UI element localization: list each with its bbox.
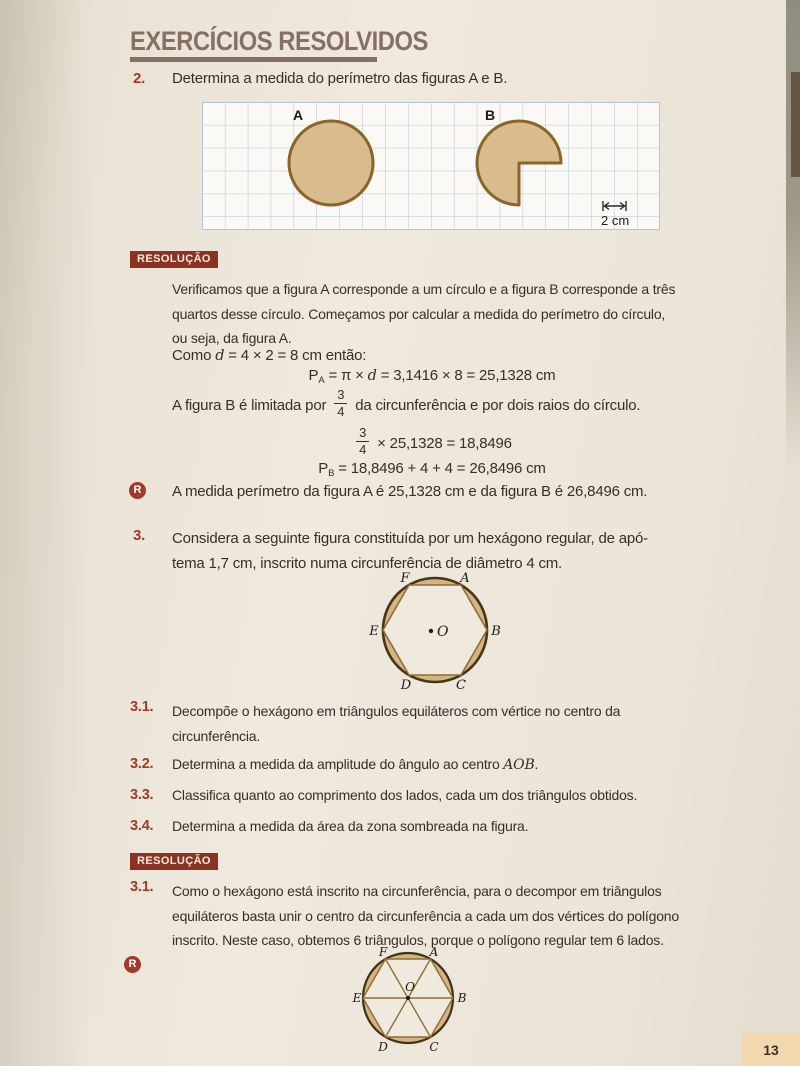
equation-perimeter-b [172,460,692,477]
question31-number: 3.1. [130,699,154,715]
center-dot [429,629,433,633]
variable-d: d [215,348,225,364]
question-line: Decompõe o hexágono em triângulos equiláteros com vértice no centro da [172,703,621,719]
question33-number: 3.3. [130,787,154,803]
fraction-denominator: 4 [337,404,345,420]
subscript-b: B [328,468,335,479]
answer-badge: R [129,482,146,499]
question34-text: Determina a medida da área da zona sombreada na figura. [172,818,529,834]
center-o-label: O [437,624,449,640]
circle-a-label: A [292,107,304,123]
center-dot [406,996,410,1000]
paragraph-line: quartos desse círculo. Começamos por calcular a medida do perímetro do círculo, [172,305,666,322]
vertex-b-label: B [491,624,501,639]
fraction-numerator: 3 [356,426,369,442]
diameter-line-text: Como [172,347,216,364]
section-title-underline [130,57,377,62]
circle-b-label: B [484,107,496,123]
vertex-a-label: A [460,571,470,586]
equation-arc-length [172,425,692,460]
question33-text: Classifica quanto ao comprimento dos lados, cada um dos triângulos obtidos. [172,787,638,803]
center-o-label: O [405,980,415,994]
question-text-end: . [534,756,539,772]
diameter-line [172,347,366,364]
question31-text [172,699,620,748]
angle-aob: AOB [503,757,535,773]
vertex-e-label: E [369,624,379,639]
equation-rest: × 25,1328 = 18,8496 [373,434,512,452]
page-number: 13 [763,1042,779,1058]
page-right-edge [786,0,800,470]
exercise2-prompt: Determina a medida do perímetro das figuras A e B. [172,70,508,87]
vertex-c-label: C [456,678,466,693]
resolution-badge: RESOLUÇÃO [130,251,218,268]
vertex-d-label: D [378,1040,388,1054]
exercise3-number: 3. [133,527,146,544]
question-line: circunferência. [172,727,261,744]
vertex-e-label: E [352,991,362,1005]
paragraph-line: Como o hexágono está inscrito na circunferência, para o decompor em triângulos [172,883,662,899]
equation-rest: = 18,8496 + 4 + 4 = 26,8496 cm [334,460,546,477]
resolution2-paragraph [172,277,675,351]
fraction-three-quarters [334,388,347,420]
prompt-line: Considera a seguinte figura constituída por um hexágono regular, de apó- [172,530,648,547]
symbol-p: P [308,367,319,384]
equation-rest: = 3,1416 × 8 = 25,1328 cm [376,367,556,384]
answer31-paragraph [172,879,679,953]
question34-number: 3.4. [130,818,154,834]
symbol-p: P [318,460,329,477]
variable-d: d [367,368,377,384]
sentence-text: A figura B é limitada por [172,396,331,414]
vertex-d-label: D [400,678,412,693]
vertex-b-label: B [457,991,467,1005]
vertex-a-label: A [429,947,439,959]
fraction-denominator: 4 [359,442,367,458]
vertex-f-label: F [400,571,410,586]
scale-label: 2 cm [601,213,630,228]
diameter-line-rest: = 4 × 2 = 8 cm então: [224,347,367,364]
prompt-line: tema 1,7 cm, inscrito numa circunferência de diâmetro 4 cm. [172,554,563,572]
subscript-a: A [318,375,325,386]
paragraph-line: ou seja, da figura A. [172,330,292,346]
section-title: EXERCÍCIOS RESOLVIDOS [130,26,428,56]
paragraph-line: Verificamos que a figura A corresponde a um círculo e a figura B corresponde a três [172,281,676,297]
question32-text [172,756,538,773]
grid-lines [202,102,660,230]
question-text: Determina a medida da amplitude do ângulo ao centro [172,756,504,772]
answer31-number: 3.1. [130,879,154,895]
page-left-shadow [0,0,95,1066]
fraction-three-quarters [356,426,369,458]
resolution-badge: RESOLUÇÃO [130,853,218,870]
hexagon-triangles-figure [352,947,472,1059]
paragraph-line: equiláteros basta unir o centro da circunferência a cada um dos vértices do polígono [172,907,679,924]
hexagon-figure [355,571,515,693]
answer-badge: R [124,956,141,973]
exercise2-answer: A medida perímetro da figura A é 25,1328 cm e da figura B é 26,8496 cm. [172,483,648,500]
circle-a-shape [289,121,373,205]
book-edge-accent [791,72,800,177]
exercise3-prompt [172,527,648,576]
figure-b-sentence [172,387,641,422]
question32-number: 3.2. [130,756,154,772]
paragraph-line: inscrito. Neste caso, obtemos 6 triângulos, porque o polígono regular tem 6 lados. [172,932,664,948]
grid-figure [202,102,660,230]
vertex-f-label: F [378,947,388,959]
exercise2-number: 2. [133,70,146,87]
equation-perimeter-a [172,367,692,384]
fraction-numerator: 3 [334,388,347,404]
sentence-rest: da circunferência e por dois raios do círculo. [351,396,641,414]
equation-mid: = π × [324,367,368,384]
page-number-tab [742,1033,800,1066]
vertex-c-label: C [429,1040,439,1054]
